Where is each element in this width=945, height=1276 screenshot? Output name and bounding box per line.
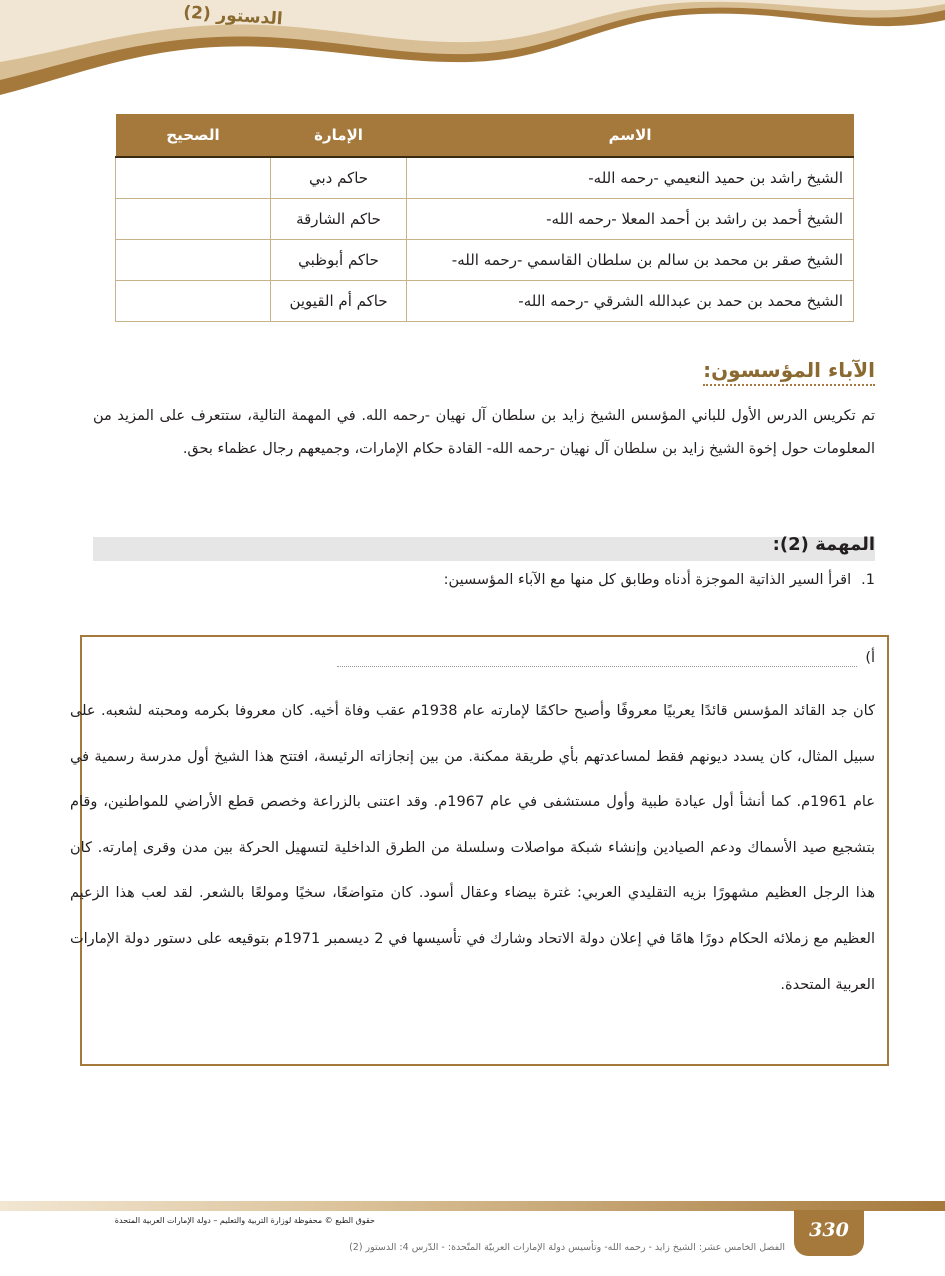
row-emirate: حاكم أبوظبي [270, 240, 406, 281]
column-header-correct: الصحيح [116, 114, 271, 157]
table-row [116, 157, 854, 199]
task-instruction-text: اقرأ السير الذاتية الموجزة أدناه وطابق كل منها مع الآباء المؤسسين: [443, 572, 852, 588]
row-correct-cell[interactable] [116, 157, 271, 199]
row-correct-cell[interactable] [116, 281, 271, 322]
answer-line[interactable] [337, 666, 857, 667]
row-correct-cell[interactable] [116, 240, 271, 281]
table-row [116, 240, 854, 281]
row-name: الشيخ أحمد بن راشد بن أحمد المعلا -رحمه الله- [407, 199, 854, 240]
row-name: الشيخ صقر بن محمد بن سالم بن سلطان القاسمي -رحمه الله- [407, 240, 854, 281]
task-instruction [444, 572, 875, 588]
header-wave-decoration [0, 0, 945, 95]
row-name: الشيخ راشد بن حميد النعيمي -رحمه الله- [407, 157, 854, 199]
table-row [116, 281, 854, 322]
task-number: 1. [861, 572, 875, 588]
breadcrumb: الفصل الخامس عشر: الشيخ زايد - رحمه الله- وتأسيس دولة الإمارات العربيّة المتّحدة: - الدّرس 4: الدستور (2) [349, 1242, 785, 1253]
task-heading-bar [93, 537, 875, 561]
task-heading: المهمة (2): [772, 534, 875, 555]
row-emirate: حاكم الشارقة [270, 199, 406, 240]
intro-paragraph: تم تكريس الدرس الأول للباني المؤسس الشيخ زايد بن سلطان آل نهيان -رحمه الله. في المهمة التالية، ستتعرف على المزيد من المعلومات حول إخوة الشيخ زايد بن سلطان آل نهيان -رحمه الله- القادة حكام الإمارات، وجميعهم رجال عظماء بحق. [93, 408, 875, 457]
column-header-name: الاسم [407, 114, 854, 157]
biography-label: أ) [865, 650, 875, 666]
row-emirate: حاكم أم القيوين [270, 281, 406, 322]
biography-text: كان جد القائد المؤسس قائدًا يعربيًا معروفًا وأصبح حاكمًا لإمارته عام 1938م عقب وفاة أخيه. كان معروفا بكرمه ومحبته لشعبه. على سبيل المثال، كان يسدد ديونهم فقط لمساعدتهم بأي طريقة ممكنة. من بين إنجازاته الرئيسة، افتتح هذا الشيخ أول مدرسة رسمية في عام 1961م. كما أنشأ أول عيادة طبية وأول مستشفى في عام 1967م. وقد اعتنى بالزراعة وخصص قطع الأراضي للمواطنين، وقام بتشجيع صيد الأسماك ودعم الصيادين وإنشاء شبكة مواصلات وسلسلة من الطرق الداخلية لتسهيل الحركة بين مدن وقرى إمارته. كان هذا الرجل العظيم مشهورًا بزيه التقليدي العربي: غترة بيضاء وعقال أسود. كان متواضعًا، سخيًا ومولعًا بالشعر. لقد لعب هذا الزعيم العظيم مع زملائه الحكام دورًا هامًا في إعلان دولة الاتحاد وشارك في تأسيسها في 2 ديسمبر 1971م بتوقيعه على دستور دولة الإمارات العربية المتحدة. [70, 703, 876, 993]
section-heading: الآباء المؤسسون: [703, 358, 875, 386]
column-header-emirate: الإمارة [270, 114, 406, 157]
row-name: الشيخ محمد بن حمد بن عبدالله الشرقي -رحمه الله- [407, 281, 854, 322]
row-emirate: حاكم دبي [270, 157, 406, 199]
header-title: الدستور (2) [182, 2, 284, 30]
page-number: 330 [809, 1219, 849, 1241]
names-table [115, 114, 854, 322]
row-correct-cell[interactable] [116, 199, 271, 240]
table-row [116, 199, 854, 240]
copyright-text: حقوق الطبع © محفوظة لوزارة التربية والتعليم – دولة الإمارات العربية المتحدة [114, 1216, 375, 1225]
